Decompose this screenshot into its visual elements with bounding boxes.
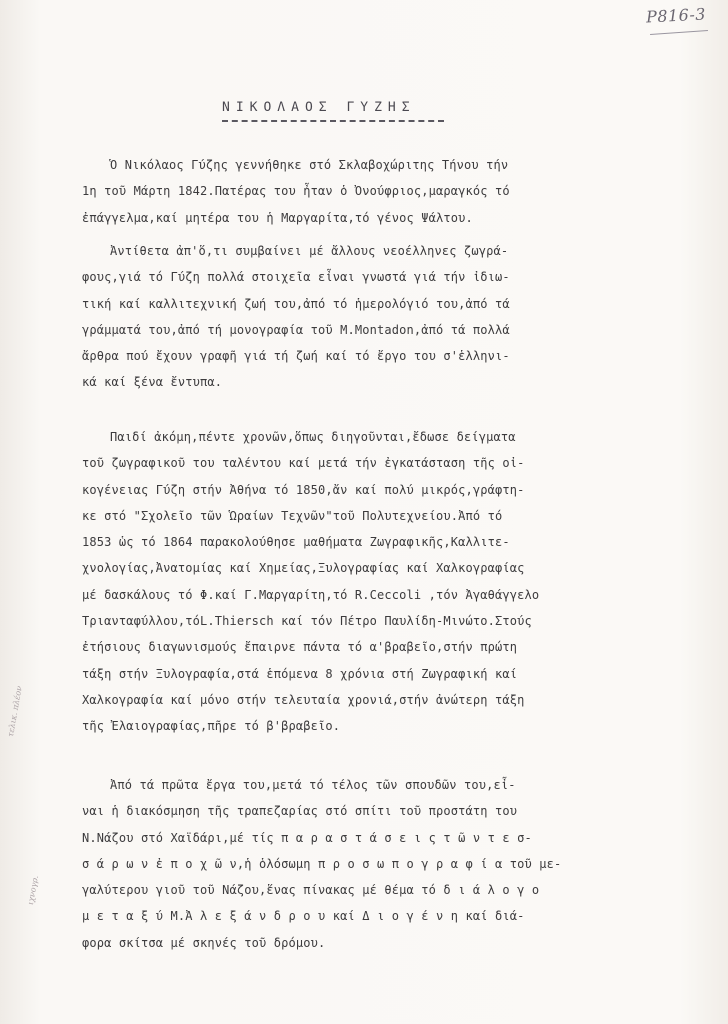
margin-note: τελικ. πλέον xyxy=(6,685,24,738)
archive-reference: P816-3 xyxy=(645,4,707,27)
text-line: 1853 ὡς τό 1864 παρακολούθησε μαθήματα Ζωγραφικῆς,Καλλιτε- xyxy=(82,535,510,550)
text-line: τοῦ ζωγραφικοῦ του ταλέντου καί μετά τήν ἐγκατάσταση τῆς οἰ- xyxy=(82,456,525,471)
text-line: σ ά ρ ω ν ἐ π ο χ ῶ ν,ἡ ὁλόσωμη π ρ ο σ ω π ο γ ρ α φ ί α τοῦ με- xyxy=(82,856,562,871)
text-line: Τριανταφύλλου,τόL.Thiersch καί τόν Πέτρο Παυλίδη-Μινώτο.Στούς xyxy=(82,614,532,629)
paragraph xyxy=(82,424,688,740)
paragraph xyxy=(82,772,688,956)
text-line: μέ δασκάλους τό Φ.καί Γ.Μαργαρίτη,τό R.Ceccoli ,τόν Ἀγαθάγγελο xyxy=(82,587,540,602)
archive-reference-underline xyxy=(650,30,708,35)
text-line: Χαλκογραφία καί μόνο στήν τελευταία χρονιά,στήν ἀνώτερη τάξη xyxy=(82,692,525,707)
document-title: ΝΙΚΟΛΑΟΣ ΓΥΖΗΣ xyxy=(222,100,416,115)
text-line: Ἀντίθετα ἀπ'ὅ,τι συμβαίνει μέ ἄλλους νεοέλληνες ζωγρά- xyxy=(110,244,509,258)
text-line: χνολογίας,Ἀνατομίας καί Χημείας,Ξυλογραφίας καί Χαλκογραφίας xyxy=(82,561,525,576)
text-line: Ν.Νάζου στό Χαϊδάρι,μέ τίς π α ρ α σ τ ά σ ε ι ς τ ῶ ν τ ε σ- xyxy=(82,830,532,845)
text-line: κε στό "Σχολεῖο τῶν Ὡραίων Τεχνῶν"τοῦ Πολυτεχνείου.Ἀπό τό xyxy=(82,508,503,523)
text-line: γράμματά του,ἀπό τή μονογραφία τοῦ M.Montadon,ἀπό τά πολλά xyxy=(82,322,510,337)
text-line: Ἀπό τά πρῶτα ἔργα του,μετά τό τέλος τῶν σπουδῶν του,εἶ- xyxy=(110,778,516,792)
title-underline xyxy=(222,120,444,122)
text-line: ἄρθρα πού ἔχουν γραφῆ γιά τή ζωή καί τό ἔργο του σ'ἑλληνι- xyxy=(82,349,510,364)
text-line: ἐπάγγελμα,καί μητέρα του ἡ Μαργαρίτα,τό γένος Ψάλτου. xyxy=(82,210,473,225)
text-line: γαλύτερου γιοῦ τοῦ Νάζου,ἕνας πίνακας μέ θέμα τό δ ι ά λ ο γ ο xyxy=(82,883,540,898)
margin-note: ιχνογρ. xyxy=(26,874,41,906)
text-line: Παιδί ἀκόμη,πέντε χρονῶν,ὅπως διηγοῦνται,ἔδωσε δείγματα xyxy=(110,430,516,444)
text-line: ἐτήσιους διαγωνισμούς ἔπαιρνε πάντα τό α'βραβεῖο,στήν πρώτη xyxy=(82,640,518,655)
paragraph xyxy=(82,238,688,396)
text-line: τάξη στήν Ξυλογραφία,στά ἑπόμενα 8 χρόνια στή Ζωγραφική καί xyxy=(82,666,518,681)
text-line: Ὁ Νικόλαος Γύζης γεννήθηκε στό Σκλαβοχώριτης Τήνου τήν xyxy=(110,158,509,172)
text-line: κογένειας Γύζη στήν Ἀθήνα τό 1850,ἄν καί πολύ μικρός,γράφτη- xyxy=(82,482,525,497)
text-line: τική καί καλλιτεχνική ζωή του,ἀπό τό ἡμερολόγιό του,ἀπό τά xyxy=(82,296,510,311)
text-line: κά καί ξένα ἔντυπα. xyxy=(82,375,223,390)
text-line: ναι ἡ διακόσμηση τῆς τραπεζαρίας στό σπίτι τοῦ προστάτη του xyxy=(82,804,518,819)
text-line: 1η τοῦ Μάρτη 1842.Πατέρας του ἦταν ὁ Ὀνούφριος,μαραγκός τό xyxy=(82,184,510,199)
paragraph xyxy=(82,152,688,231)
text-line: φορα σκίτσα μέ σκηνές τοῦ δρόμου. xyxy=(82,935,326,950)
text-line: τῆς Ἐλαιογραφίας,πῆρε τό β'βραβεῖο. xyxy=(82,719,341,734)
text-line: μ ε τ α ξ ύ Μ.Ἀ λ ε ξ ά ν δ ρ ο υ καί Δ ι ο γ έ ν η καί διά- xyxy=(82,909,525,924)
text-line: φους,γιά τό Γύζη πολλά στοιχεῖα εἶναι γνωστά γιά τήν ἰδιω- xyxy=(82,270,510,285)
